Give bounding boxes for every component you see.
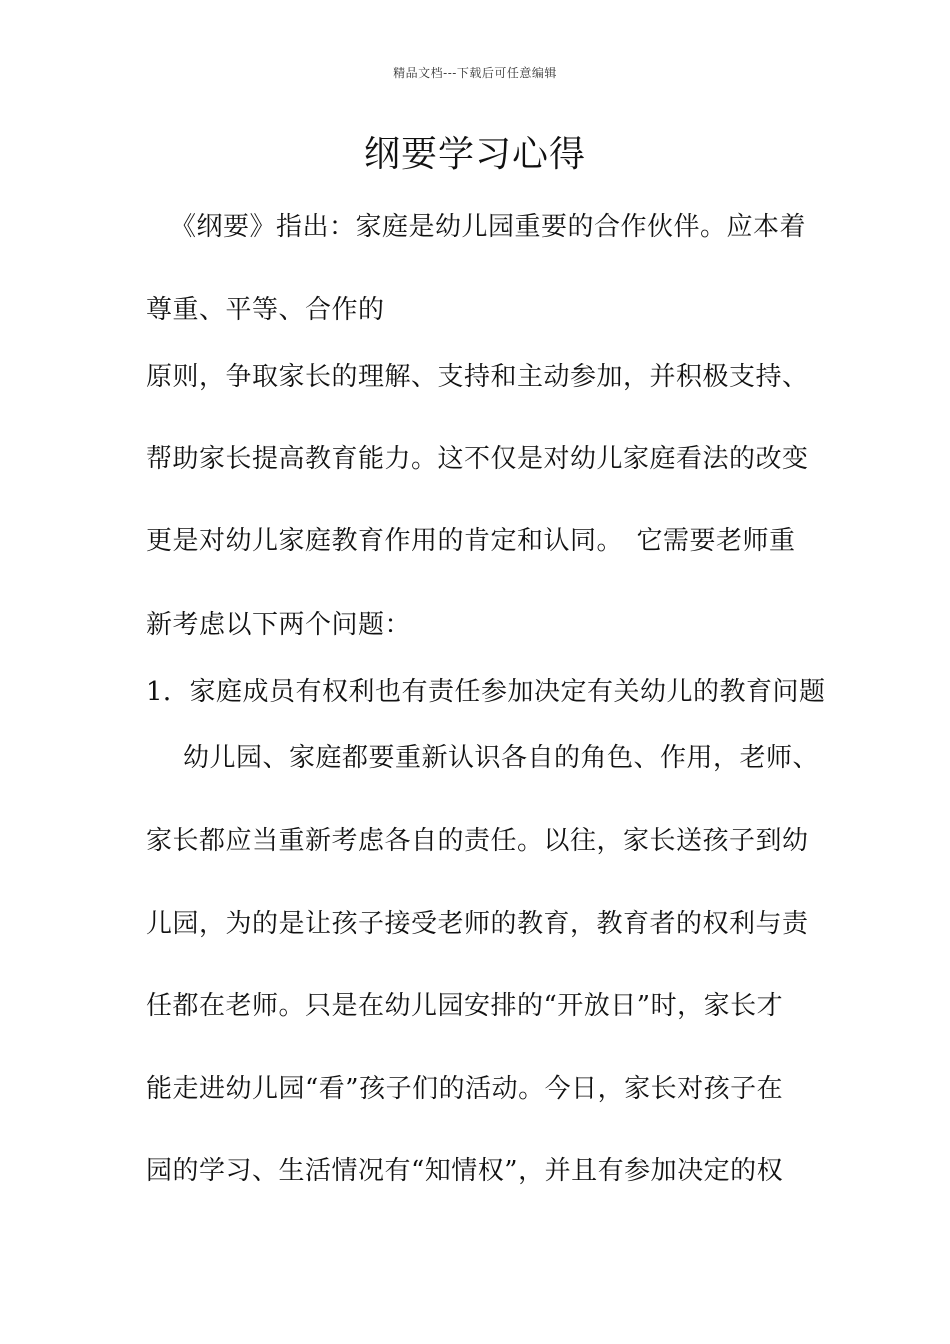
paragraph-line: 更是对幼儿家庭教育作用的肯定和认同。 它需要老师重 <box>146 526 796 556</box>
paragraph-line: 任都在老师。只是在幼儿园安排的“开放日”时，家长才 <box>146 991 784 1021</box>
paragraph-line: 家长都应当重新考虑各自的责任。以往，家长送孩子到幼 <box>146 826 809 856</box>
paragraph-line: 新考虑以下两个问题： <box>146 610 412 640</box>
paragraph-line: 能走进幼儿园“看”孩子们的活动。今日，家长对孩子在 <box>146 1074 784 1104</box>
numbered-item: 1．家庭成员有权利也有责任参加决定有关幼儿的教育问题 <box>146 677 826 707</box>
page-header: 精品文档---下载后可任意编辑 <box>393 66 557 80</box>
document-title: 纲要学习心得 <box>363 134 586 175</box>
paragraph-line: 尊重、平等、合作的 <box>146 295 385 325</box>
paragraph-line: 儿园，为的是让孩子接受老师的教育，教育者的权利与责 <box>146 909 809 939</box>
paragraph-line: 园的学习、生活情况有“知情权”，并且有参加决定的权 <box>146 1156 784 1186</box>
paragraph-line: 原则，争取家长的理解、支持和主动参加，并积极支持、 <box>146 362 809 392</box>
paragraph-line: 《纲要》指出：家庭是幼儿园重要的合作伙伴。应本着 <box>170 212 807 242</box>
paragraph-line: 幼儿园、家庭都要重新认识各自的角色、作用，老师、 <box>183 743 820 773</box>
paragraph-line: 帮助家长提高教育能力。这不仅是对幼儿家庭看法的改变 <box>146 444 809 474</box>
